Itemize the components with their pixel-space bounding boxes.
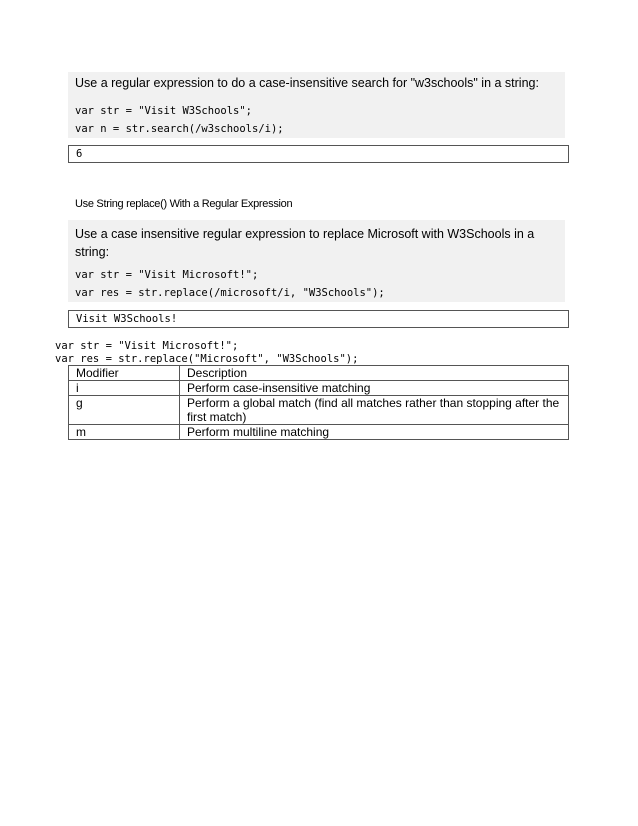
description-cell: Perform multiline matching	[180, 425, 569, 440]
example1-result: 6	[68, 145, 569, 163]
code-line: var str = "Visit W3Schools";	[75, 105, 253, 117]
description-cell: Perform case-insensitive matching	[180, 381, 569, 396]
example2-code	[68, 266, 565, 302]
table-row	[69, 381, 569, 396]
header-cell: Modifier	[69, 366, 180, 381]
example2-prompt: Use a case insensitive regular expression to replace Microsoft with W3Schools in a string:	[68, 220, 565, 266]
table-row	[69, 396, 569, 425]
example1-code	[68, 102, 565, 138]
modifier-cell: g	[69, 396, 180, 425]
replace-code	[55, 340, 358, 366]
header-cell: Description	[180, 366, 569, 381]
table-row	[69, 425, 569, 440]
modifier-cell: i	[69, 381, 180, 396]
code-line: var str = "Visit Microsoft!";	[75, 269, 259, 281]
example2-result: Visit W3Schools!	[68, 310, 569, 328]
modifier-cell: m	[69, 425, 180, 440]
code-line: var res = str.replace(/microsoft/i, "W3Schools");	[75, 287, 385, 299]
code-line: var str = "Visit Microsoft!";	[55, 340, 239, 352]
table-header-row	[69, 366, 569, 381]
modifiers-table	[68, 365, 569, 440]
code-line: var n = str.search(/w3schools/i);	[75, 123, 284, 135]
description-cell: Perform a global match (find all matches rather than stopping after the first match)	[180, 396, 569, 425]
section-heading: Use String replace() With a Regular Expression	[75, 198, 293, 210]
example1-prompt: Use a regular expression to do a case-insensitive search for "w3schools" in a string:	[68, 72, 565, 102]
code-line: var res = str.replace("Microsoft", "W3Schools");	[55, 353, 359, 365]
